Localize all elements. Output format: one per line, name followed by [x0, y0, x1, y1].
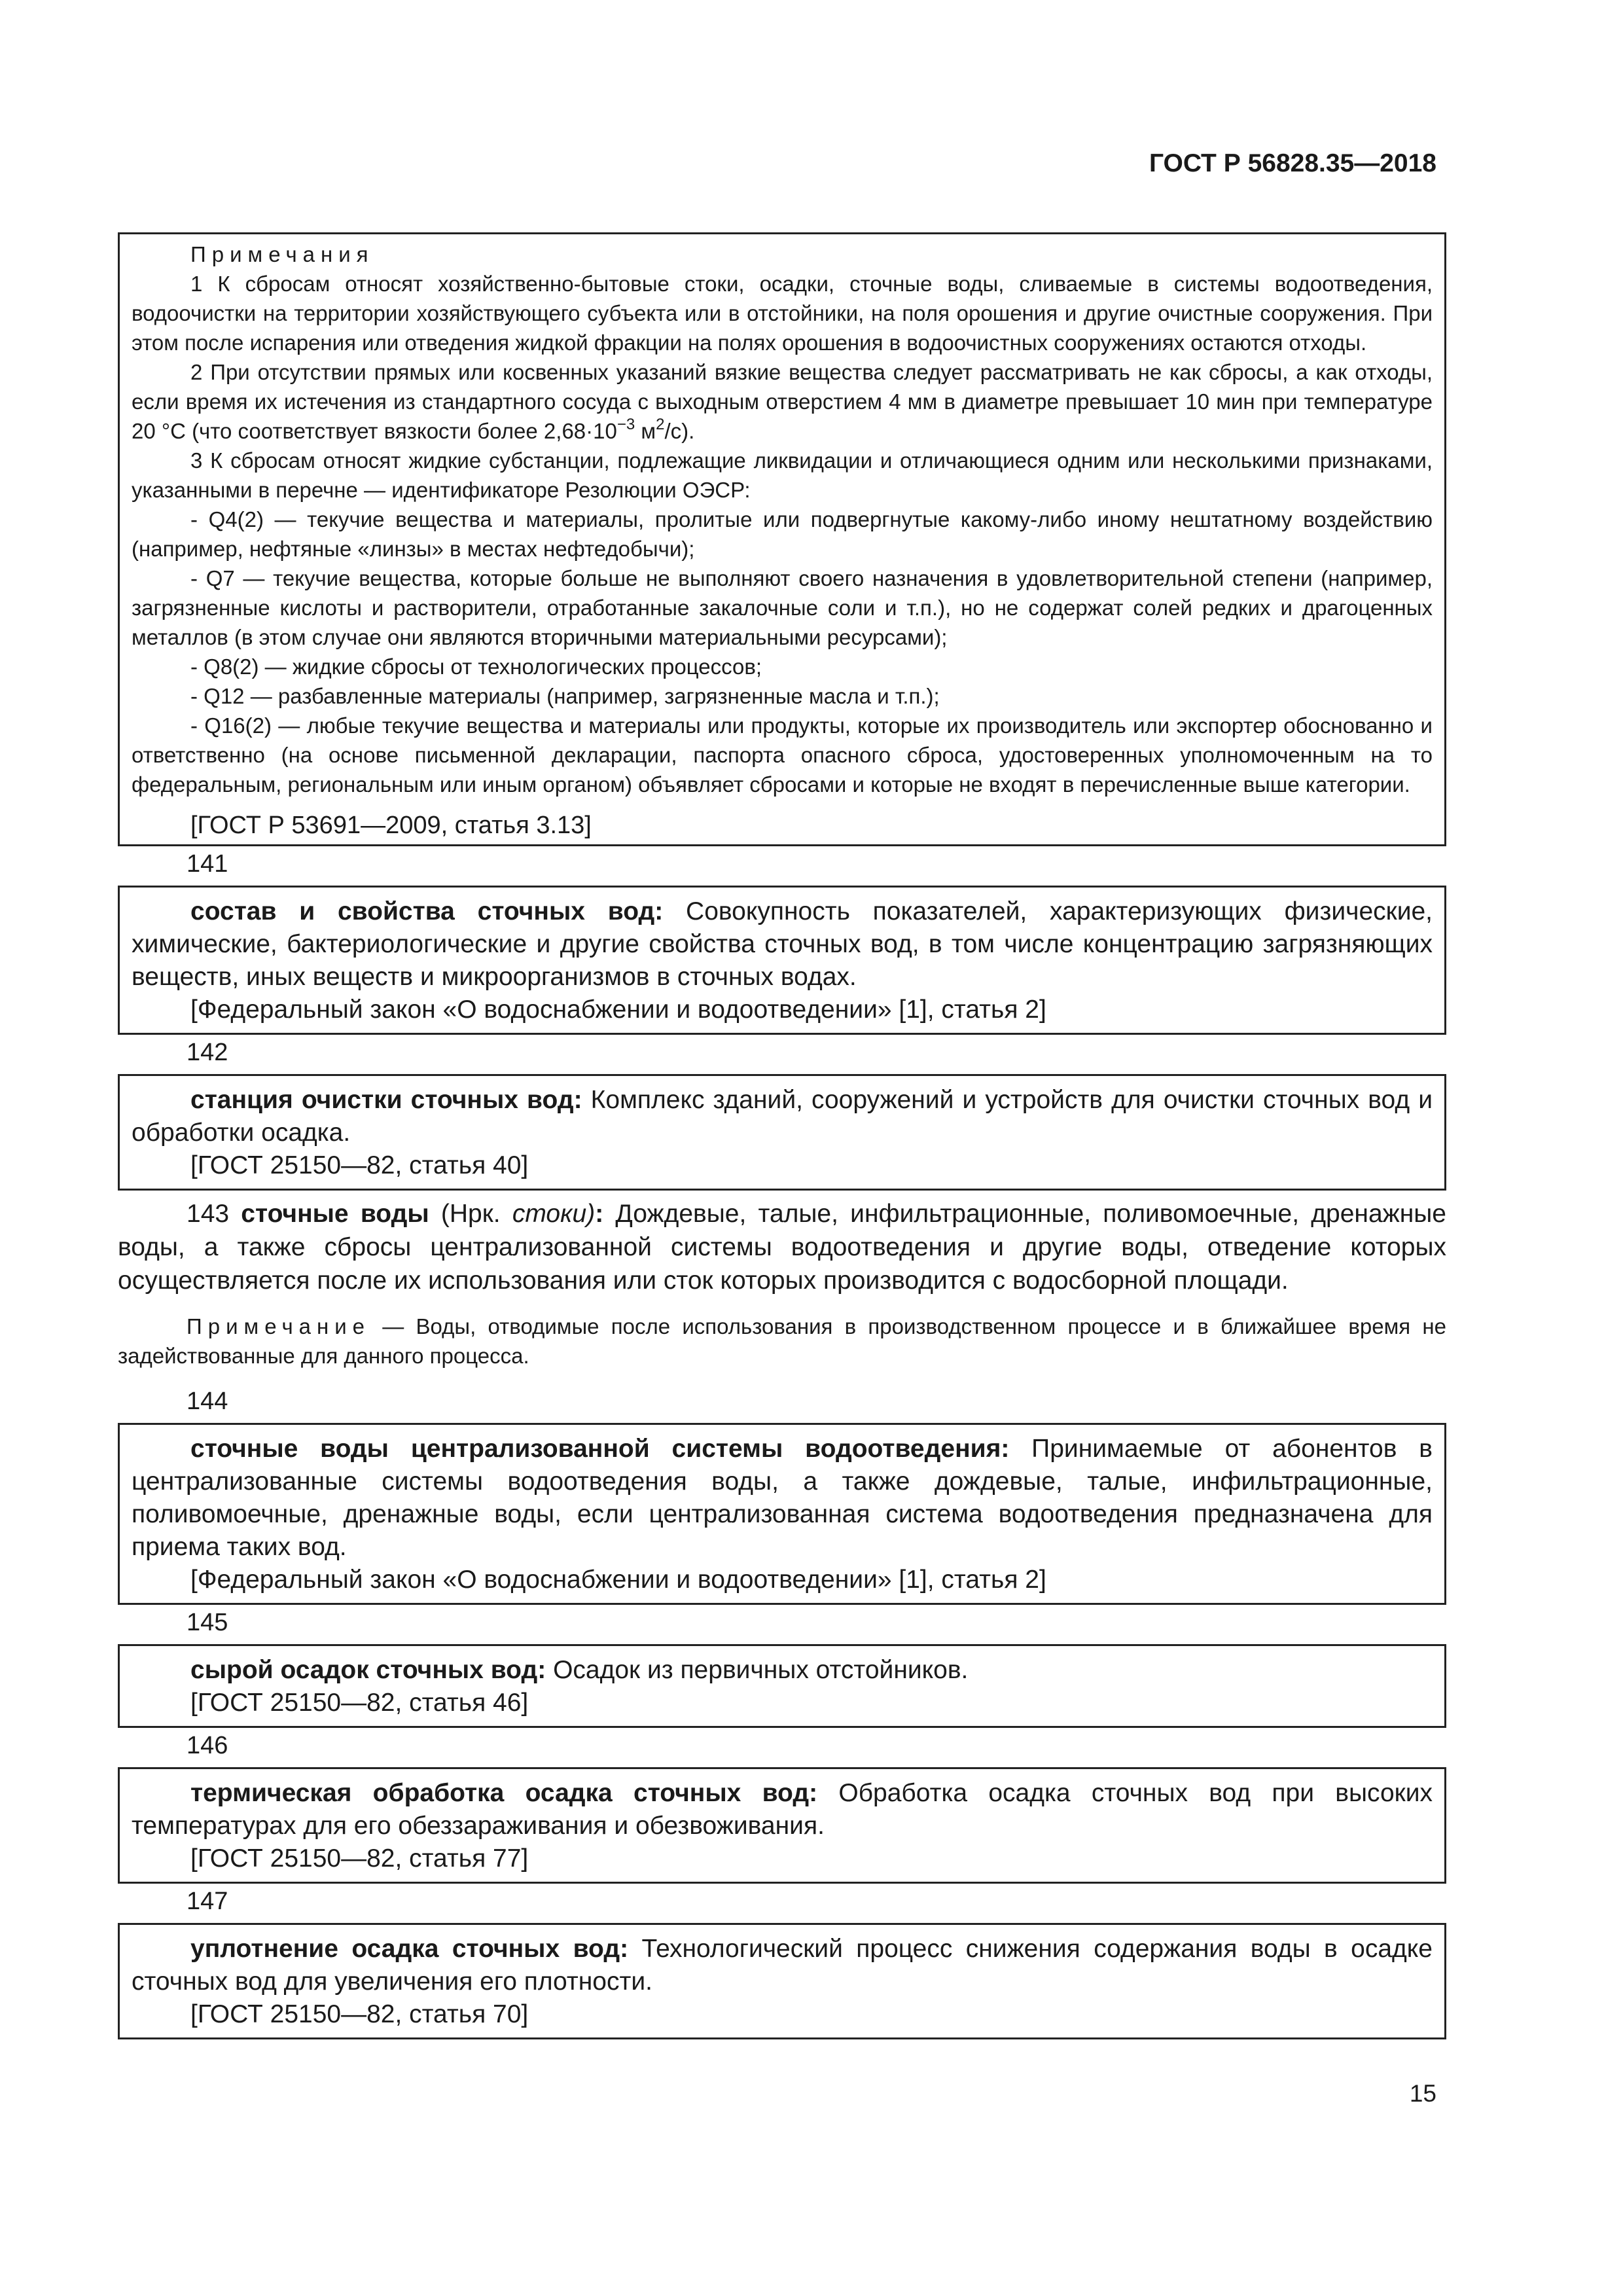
entry-143-definition: 143 сточные воды (Нрк. стоки): Дождевые, талые, инфильтрационные, поливомоечные, дренажные воды, а также сбросы централизованной системы водоотведения и другие воды, отведение которых осуществляется после их использования или сток которых производится с водосборной площади. — [118, 1200, 1446, 1295]
entry-146-source: [ГОСТ 25150—82, статья 77] — [190, 1844, 529, 1873]
notes-title: Примечания — [190, 242, 374, 266]
note-3-item-q4: - Q4(2) — текучие вещества и материалы, пролитые или подвергнутые какому-либо иному нештатному воздействию (например, нефтяные «линзы» в местах нефтедобычи); — [132, 507, 1433, 561]
page-content — [118, 232, 1446, 2039]
entry-145-source: [ГОСТ 25150—82, статья 46] — [190, 1689, 529, 1717]
entry-142-term: станция очистки сточных вод: — [190, 1086, 582, 1114]
entry-144-definition: сточные воды централизованной системы водоотведения: Принимаемые от абонентов в централизованные системы водоотведения воды, а также дождевые, талые, инфильтрационные, поливомоечные, дренажные воды, если централизованная система водоотведения предназначена для приема таких вод. — [132, 1435, 1433, 1561]
note-3-item-q8: - Q8(2) — жидкие сбросы от технологических процессов; — [190, 655, 762, 679]
entry-144-term: сточные воды централизованной системы водоотведения: — [190, 1435, 1010, 1463]
entry-number-147: 147 — [187, 1888, 228, 1915]
note-2: 2 При отсутствии прямых или косвенных указаний вязкие вещества следует рассматривать не как сбросы, а как отходы, если время их истечения из стандартного сосуда с выходным отверстием 4 мм в диаметре превышает 10 мин при температуре 20 °С (что соответствует вязкости более $2,68\cdot 10^{-3}$ $м^2/с$). — [132, 360, 1433, 443]
entry-145-box — [118, 1644, 1446, 1728]
note-1: 1 К сбросам относят хозяйственно-бытовые стоки, осадки, сточные воды, сливаемые в системы водоотведения, водоочистки на территории хозяйствующего субъекта или в отстойники, на поля орошения и другие очистные сооружения. При этом после испарения или отведения жидкой фракции на полях орошения в водоочистных сооружениях остаются отходы. — [132, 272, 1433, 355]
entry-141-source: [Федеральный закон «О водоснабжении и водоотведении» [1], статья 2] — [190, 996, 1046, 1024]
entry-141-term: состав и свойства сточных вод: — [190, 897, 664, 925]
entry-142-box — [118, 1074, 1446, 1191]
entry-141-definition: состав и свойства сточных вод: Совокупность показателей, характеризующих физические, химические, бактериологические и другие свойства сточных вод, в том числе концентрацию загрязняющих веществ, иных веществ и микроорганизмов в сточных водах. — [132, 897, 1433, 991]
entry-number-146: 146 — [187, 1732, 228, 1759]
entry-number-144: 144 — [187, 1388, 228, 1415]
entry-143-note: Примечание — Воды, отводимые после использования в производственном процессе и в ближайшее время не задействованные для данного процесса. — [118, 1314, 1446, 1368]
entry-146-definition: термическая обработка осадка сточных вод: Обработка осадка сточных вод при высоких температурах для его обеззараживания и обезвоживания. — [132, 1779, 1433, 1840]
entry-144-source: [Федеральный закон «О водоснабжении и водоотведении» [1], статья 2] — [190, 1566, 1046, 1594]
note-3-item-q12: - Q12 — разбавленные материалы (например, загрязненные масла и т.п.); — [190, 684, 940, 708]
notes-box — [118, 232, 1446, 846]
entry-143-note-label: Примечание — [187, 1314, 371, 1338]
entry-147-term: уплотнение осадка сточных вод: — [190, 1935, 629, 1963]
entry-146-term: термическая обработка осадка сточных вод: — [190, 1779, 818, 1807]
entry-number-142: 142 — [187, 1039, 228, 1066]
entry-143-term: сточные воды — [241, 1200, 429, 1228]
entry-141-box — [118, 886, 1446, 1035]
note-3-item-q7: - Q7 — текучие вещества, которые больше не выполняют своего назначения в удовлетворительной степени (например, загрязненные кислоты и растворители, отработанные закалочные соли и т.п.), но не содержат солей редких и драгоценных металлов (в этом случае они являются вторичными материальными ресурсами); — [132, 566, 1433, 649]
entry-147-box — [118, 1923, 1446, 2039]
entry-144-box — [118, 1423, 1446, 1605]
notes-source: [ГОСТ Р 53691—2009, статья 3.13] — [190, 812, 592, 839]
entry-142-definition: станция очистки сточных вод: Комплекс зданий, сооружений и устройств для очистки сточных вод и обработки осадка. — [132, 1086, 1433, 1147]
document-id: ГОСТ Р 56828.35—2018 — [1149, 149, 1436, 177]
entry-147-definition: уплотнение осадка сточных вод: Технологический процесс снижения содержания воды в осадке сточных вод для увеличения его плотности. — [132, 1935, 1433, 1996]
entry-145-term: сырой осадок сточных вод: — [190, 1656, 546, 1684]
entry-147-source: [ГОСТ 25150—82, статья 70] — [190, 2000, 529, 2028]
page-number: 15 — [1409, 2080, 1436, 2107]
note-3-item-q16: - Q16(2) — любые текучие вещества и материалы или продукты, которые их производитель или экспортер обоснованно и ответственно (на основе письменной декларации, паспорта опасного сброса, удостоверенных уполномоченным на то федеральным, региональным или иным органом) объявляет сбросами и которые не входят в перечисленные выше категории. — [132, 713, 1433, 797]
entry-143 — [118, 1191, 1446, 1297]
entry-146-box — [118, 1767, 1446, 1884]
note-3: 3 К сбросам относят жидкие субстанции, подлежащие ликвидации и отличающиеся одним или несколькими признаками, указанными в перечне — идентификаторе Резолюции ОЭСР: — [132, 448, 1433, 502]
entry-145-definition: сырой осадок сточных вод: Осадок из первичных отстойников. — [190, 1656, 969, 1684]
entry-143-deprecated-term: стоки) — [512, 1200, 596, 1228]
entry-number-141: 141 — [187, 850, 228, 878]
entry-number-145: 145 — [187, 1609, 228, 1636]
entry-142-source: [ГОСТ 25150—82, статья 40] — [190, 1151, 529, 1179]
